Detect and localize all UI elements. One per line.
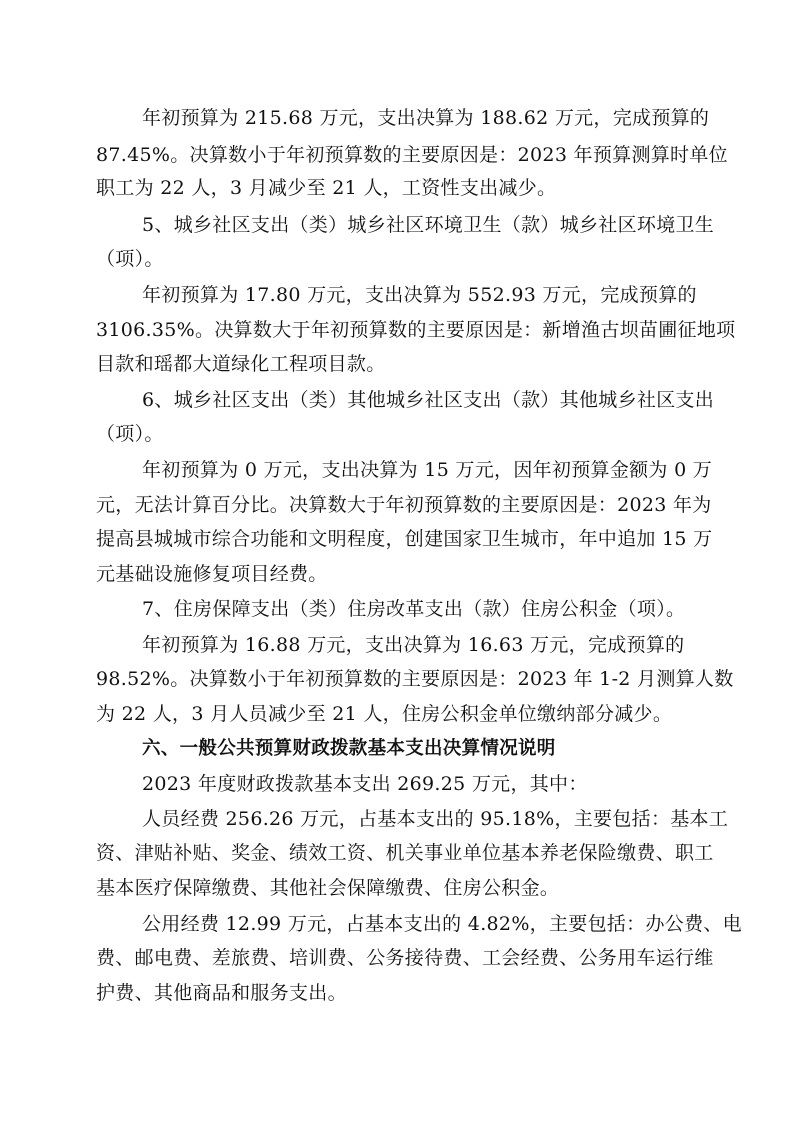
paragraph-line: 职工为 22 人，3 月减少至 21 人，工资性支出减少。 (96, 177, 557, 199)
paragraph-line: 费、邮电费、差旅费、培训费、公务接待费、工会经费、公务用车运行维 (96, 947, 714, 969)
paragraph-line: 公用经费 12.99 万元，占基本支出的 4.82%，主要包括：办公费、电 (142, 913, 742, 935)
paragraph-line: 资、津贴补贴、奖金、绩效工资、机关事业单位基本养老保险缴费、职工 (96, 842, 714, 864)
section-heading-line: （项）。 (96, 423, 164, 445)
paragraph-line: 年初预算为 215.68 万元，支出决算为 188.62 万元，完成预算的 (142, 107, 710, 129)
section-heading-line: 7、住房保障支出（类）住房改革支出（款）住房公积金（项）。 (142, 598, 686, 620)
paragraph-line: 人员经费 256.26 万元，占基本支出的 95.18%，主要包括：基本工 (142, 808, 729, 830)
paragraph-line: 87.45%。决算数小于年初预算数的主要原因是：2023 年预算测算时单位 (96, 144, 728, 166)
paragraph-line: 为 22 人，3 月人员减少至 21 人，住房公积金单位缴纳部分减少。 (96, 703, 673, 725)
paragraph-line: 目款和瑶都大道绿化工程项目款。 (96, 353, 386, 375)
paragraph-line: 提高县城城市综合功能和文明程度，创建国家卫生城市，年中追加 15 万 (96, 528, 713, 550)
chapter-heading: 六、一般公共预算财政拨款基本支出决算情况说明 (142, 738, 556, 759)
paragraph-line: 98.52%。决算数小于年初预算数的主要原因是：2023 年 1-2 月测算人数 (96, 668, 734, 690)
paragraph-line: 年初预算为 0 万元，支出决算为 15 万元，因年初预算金额为 0 万 (142, 459, 713, 481)
paragraph-line: 元基础设施修复项目经费。 (96, 563, 328, 585)
paragraph-line: 年初预算为 16.88 万元，支出决算为 16.63 万元，完成预算的 (142, 634, 685, 656)
paragraph-line: 元，无法计算百分比。决算数大于年初预算数的主要原因是：2023 年为 (96, 494, 712, 516)
paragraph-line: 年初预算为 17.80 万元，支出决算为 552.93 万元，完成预算的 (142, 284, 697, 306)
section-heading-line: 6、城乡社区支出（类）其他城乡社区支出（款）其他城乡社区支出 (142, 389, 715, 411)
paragraph-line: 2023 年度财政拨款基本支出 269.25 万元，其中： (142, 773, 588, 795)
section-heading-line: 5、城乡社区支出（类）城乡社区环境卫生（款）城乡社区环境卫生 (142, 214, 715, 236)
section-heading-line: （项）。 (96, 248, 164, 270)
paragraph-line: 3106.35%。决算数大于年初预算数的主要原因是：新增渔古坝苗圃征地项 (96, 319, 736, 341)
paragraph-line: 基本医疗保障缴费、其他社会保障缴费、住房公积金。 (96, 877, 560, 899)
paragraph-line: 护费、其他商品和服务支出。 (96, 982, 347, 1004)
